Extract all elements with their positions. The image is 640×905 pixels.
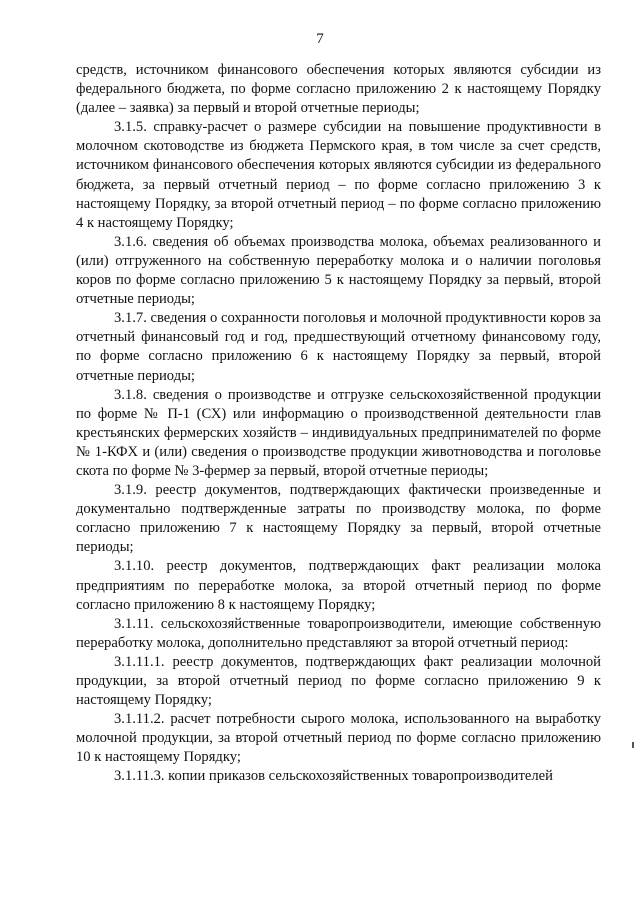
- paragraph-3-1-7: 3.1.7. сведения о сохранности поголовья и молочной продуктивности коров за отчетный финансовый год и год, предшествующий отчетному финансовому году, по форме согласно приложению 6 к настоящему Порядку за первый, второй отчетные периоды;: [76, 310, 601, 384]
- paragraph-3-1-8: 3.1.8. сведения о производстве и отгрузке сельскохозяйственной продукции по форме № П-1 (СХ) или информацию о производственной деятельности глав крестьянских фермерских хозяйств – индивидуальных предпринимателей по форме № 1-КФХ и (или) сведения о производстве продукции животноводства и поголовье скота по форме № 3-фермер за первый, второй отчетные периоды;: [76, 386, 601, 479]
- paragraph-3-1-5: 3.1.5. справку-расчет о размере субсидии на повышение продуктивности в молочном скотоводстве из бюджета Пермского края, в том числе за счет средств, источником финансового обеспечения которых являются субсидии из федерального бюджета, за первый отчетный период – по форме согласно приложению 3 к настоящему Порядку, за второй отчетный период – по форме согласно приложению 4 к настоящему Порядку;: [76, 119, 601, 231]
- paragraph-3-1-11-3: 3.1.11.3. копии приказов сельскохозяйственных товаропроизводителей: [114, 768, 553, 785]
- page-number: 7: [316, 31, 324, 47]
- paragraph-continuation: средств, источником финансового обеспечения которых являются субсидии из федерального бюджета, по форме согласно приложению 2 к настоящему Порядку (далее – заявка) за первый и второй отчетные периоды;: [76, 62, 601, 117]
- paragraph-3-1-10: 3.1.10. реестр документов, подтверждающих факт реализации молока предприятиям по переработке молока, за второй отчетный период по форме согласно приложению 8 к настоящему Порядку;: [76, 558, 601, 613]
- paragraph-3-1-11: 3.1.11. сельскохозяйственные товаропроизводители, имеющие собственную переработку молока, дополнительно представляют за второй отчетный период:: [76, 615, 601, 651]
- scan-artifact-mark: [632, 742, 634, 748]
- paragraph-3-1-9: 3.1.9. реестр документов, подтверждающих фактически произведенные и документально подтвержденные затраты по производству молока, по форме согласно приложению 7 к настоящему Порядку за первый, второй отчетные периоды;: [76, 482, 601, 556]
- document-body: [76, 61, 601, 787]
- paragraph-3-1-11-2: 3.1.11.2. расчет потребности сырого молока, использованного на выработку молочной продукции, за второй отчетный период по форме согласно приложению 10 к настоящему Порядку;: [76, 711, 601, 766]
- paragraph-3-1-6: 3.1.6. сведения об объемах производства молока, объемах реализованного и (или) отгруженного на собственную переработку молока и о наличии поголовья коров по форме согласно приложению 5 к настоящему Порядку за первый, второй отчетные периоды;: [76, 233, 601, 308]
- paragraph-3-1-11-1: 3.1.11.1. реестр документов, подтверждающих факт реализации молочной продукции, за второй отчетный период по форме согласно приложению 9 к настоящему Порядку;: [76, 653, 601, 709]
